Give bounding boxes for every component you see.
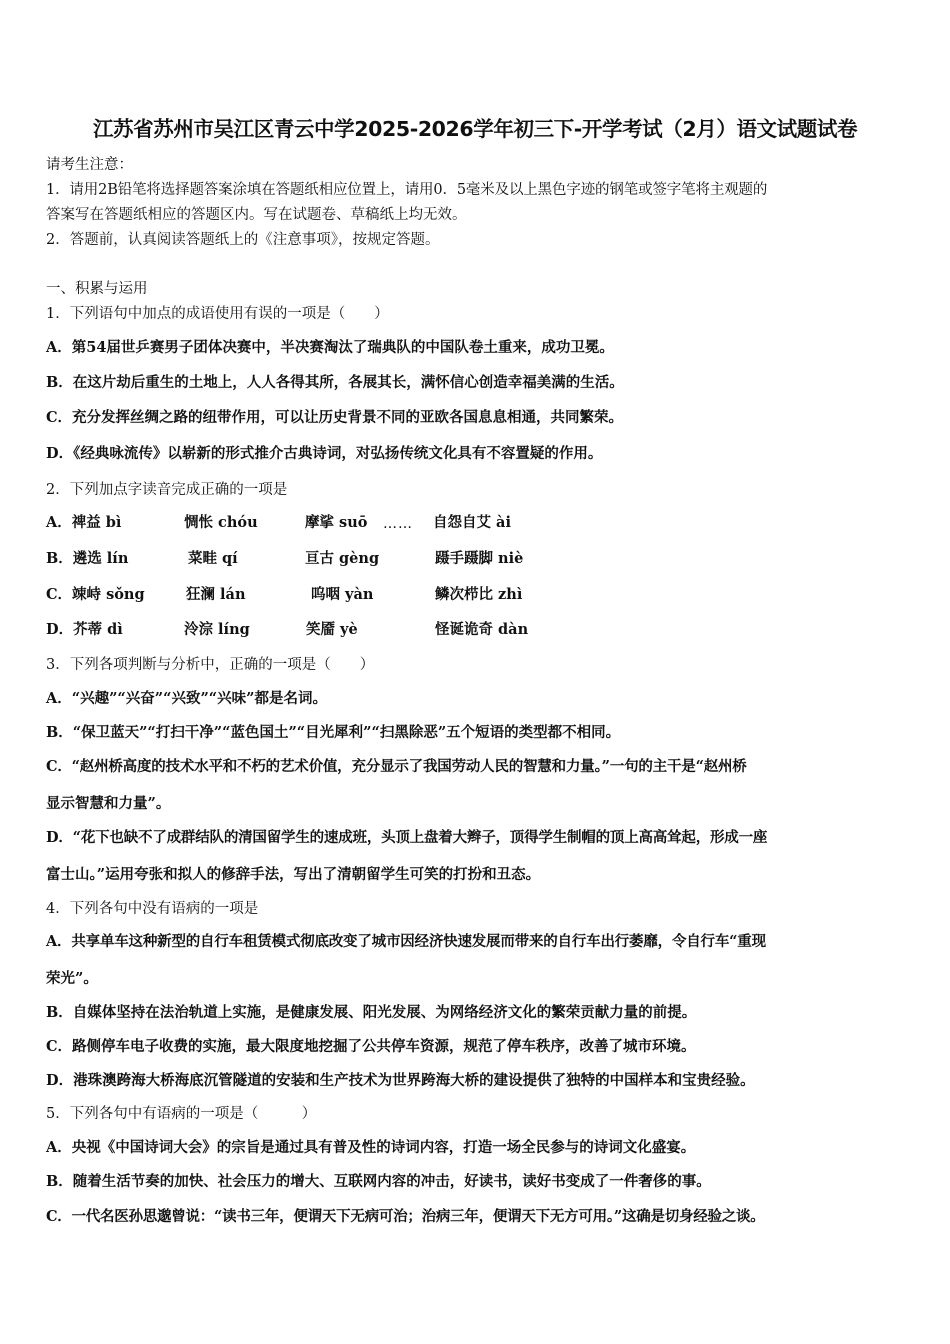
question-3-option-b: B．“保卫蓝天”“打扫干净”“蓝色国土”“目光犀利”“扫黑除恶”五个短语的类型都不相同。 [46,724,621,741]
pinyin-item: 亘古 gèng [305,550,380,567]
pinyin-item: 狂澜 lán [186,586,246,603]
section-heading: 一、积累与运用 [46,281,148,297]
pinyin-item: 蹑手蹑脚 niè [435,550,524,567]
question-5-stem: 5．下列各句中有语病的一项是（ ） [46,1106,317,1122]
pinyin-item: 泠淙 líng [184,621,250,638]
question-3-option-d-line-1: D．“花下也缺不了成群结队的清国留学生的速成班，头顶上盘着大辫子，顶得学生制帽的顶上高高耸起，形成一座 [46,829,768,846]
question-4-option-a-line-1: A．共享单车这种新型的自行车租赁模式彻底改变了城市因经济快速发展而带来的自行车出行萎靡，令自行车“重现 [46,933,766,950]
question-3-stem: 3．下列各项判断与分析中，正确的一项是（ ） [46,657,375,673]
pinyin-item: A．禆益 bì [46,514,122,531]
question-1-option-b: B．在这片劫后重生的土地上，人人各得其所，各展其长，满怀信心创造幸福美满的生活。 [46,374,624,391]
question-4-option-b: B．自媒体坚持在法治轨道上实施，是健康发展、阳光发展、为网络经济文化的繁荣贡献力量的前提。 [46,1004,697,1021]
question-1-option-c: C．充分发挥丝绸之路的纽带作用，可以让历史背景不同的亚欧各国息息相通，共同繁荣。 [46,409,624,426]
pinyin-item: B．遴选 lín [46,550,129,567]
pinyin-item: 菜畦 qí [188,550,238,567]
question-3-option-a: A．“兴趣”“兴奋”“兴致”“兴味”都是名词。 [46,690,327,707]
notice-item-2: 2．答题前，认真阅读答题纸上的《注意事项》，按规定答题。 [46,232,440,248]
notice-heading: 请考生注意： [46,157,133,173]
question-4-stem: 4．下列各句中没有语病的一项是 [46,901,259,917]
question-4-option-d: D．港珠澳跨海大桥海底沉管隧道的安装和生产技术为世界跨海大桥的建设提供了独特的中国样本和宝贵经验。 [46,1072,755,1089]
notice-item-1-line-2: 答案写在答题纸相应的答题区内。写在试题卷、草稿纸上均无效。 [46,207,467,223]
question-5-option-a: A．央视《中国诗词大会》的宗旨是通过具有普及性的诗词内容，打造一场全民参与的诗词文化盛宴。 [46,1139,696,1156]
question-5-option-c: C．一代名医孙思邈曾说：“读书三年，便谓天下无病可治；治病三年，便谓天下无方可用。”这确是切身经验之谈。 [46,1208,765,1225]
question-2-stem: 2．下列加点字读音完成正确的一项是 [46,482,288,498]
question-3-option-d-line-2: 富士山。”运用夸张和拟人的修辞手法，写出了清朝留学生可笑的打扮和丑态。 [46,866,541,883]
emphasis-dots: …… [383,516,413,532]
question-4-option-c: C．路侧停车电子收费的实施，最大限度地挖掘了公共停车资源，规范了停车秩序，改善了城市环境。 [46,1038,696,1055]
question-1-option-d: D．《经典咏流传》以崭新的形式推介古典诗词，对弘扬传统文化具有不容置疑的作用。 [46,445,603,462]
pinyin-item: 鳞次栉比 zhì [435,586,523,603]
question-3-option-c-line-2: 显示智慧和力量”。 [46,795,171,812]
question-3-option-c-line-1: C．“赵州桥高度的技术水平和不朽的艺术价值，充分显示了我国劳动人民的智慧和力量。”一句的主干是“赵州桥 [46,758,747,775]
pinyin-item: 自怨自艾 ài [433,514,511,531]
question-4-option-a-line-2: 荣光”。 [46,970,98,987]
pinyin-item: 惆怅 chóu [184,514,258,531]
exam-title: 江苏省苏州市吴江区青云中学2025-2026学年初三下-开学考试（2月）语文试题试卷 [92,117,858,141]
pinyin-item: 怪诞诡奇 dàn [435,621,529,638]
question-1-option-a: A．第54届世乒赛男子团体决赛中，半决赛淘汰了瑞典队的中国队卷土重来，成功卫冕。 [46,339,614,356]
question-1-stem: 1．下列语句中加点的成语使用有误的一项是（ ） [46,306,389,322]
question-5-option-b: B．随着生活节奏的加快、社会压力的增大、互联网内容的冲击，好读书，读好书变成了一件奢侈的事。 [46,1173,711,1190]
pinyin-item: C．竦峙 sǒng [46,586,145,603]
notice-item-1-line-1: 1．请用2B铅笔将选择题答案涂填在答题纸相应位置上，请用0．5毫米及以上黑色字迹的钢笔或签字笔将主观题的 [46,182,768,198]
pinyin-item: 摩挲 suō [305,514,368,531]
pinyin-item: 笑靥 yè [306,621,358,638]
pinyin-item: D．芥蒂 dì [46,621,123,638]
pinyin-item: 呜咽 yàn [311,586,374,603]
